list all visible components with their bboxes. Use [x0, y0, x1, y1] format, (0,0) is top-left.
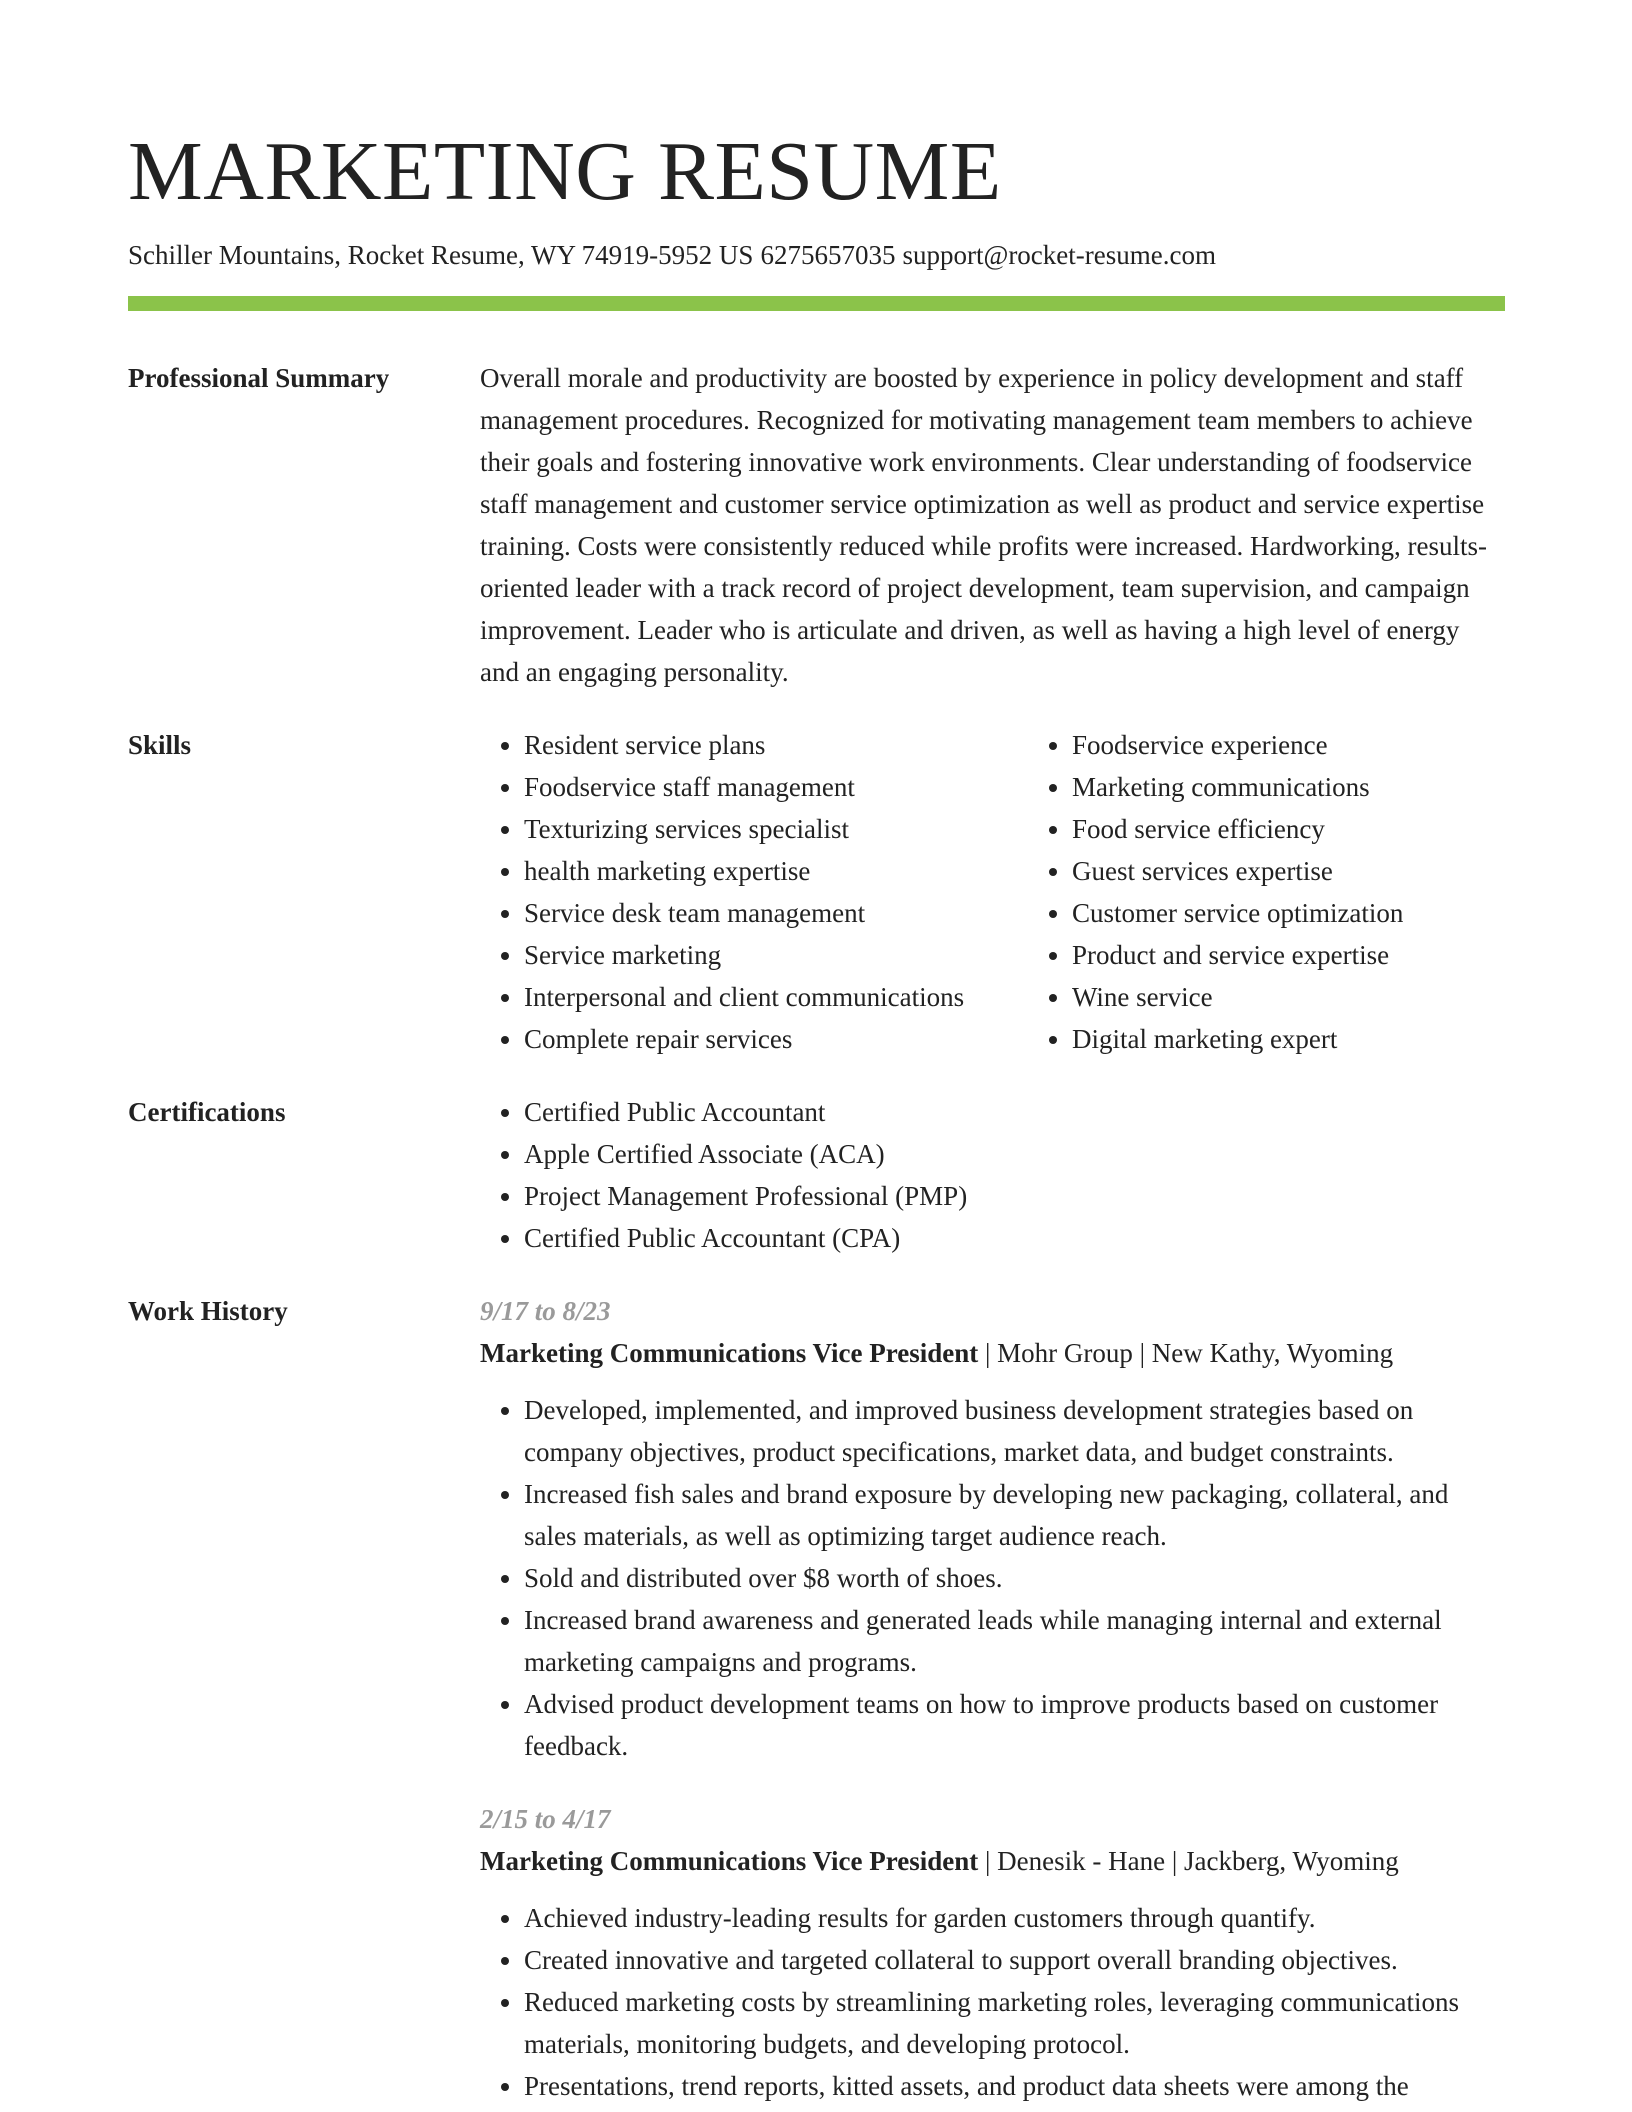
summary-text: Overall morale and productivity are boosted by experience in policy development and staff management procedures. Recognized for motivating management team members to achieve their goals and fostering innovative work environments. Clear understanding of foodservice staff management and customer service optimization as well as product and service expertise training. Costs were consistently reduced while profits were increased. Hardworking, results-oriented leader with a track record of project development, team supervision, and campaign improvement. Leader who is articulate and driven, as well as having a high level of energy and an engaging personality. — [480, 363, 1487, 687]
job-location: New Kathy, Wyoming — [1151, 1338, 1394, 1368]
job-bullets — [480, 1389, 1505, 1767]
contact-address: Schiller Mountains, Rocket Resume, WY 74919-5952 US — [128, 240, 754, 270]
skills-label: Skills — [128, 730, 192, 760]
summary-section — [128, 357, 1505, 693]
job-bullet: • Presentations, trend reports, kitted assets, and product data sheets were among the — [524, 2065, 1505, 2107]
skill-item: • Marketing communications — [1072, 766, 1403, 808]
certification-item: • Project Management Professional (PMP) — [524, 1175, 1505, 1217]
job-bullet: • Increased brand awareness and generated leads while managing internal and external marketing campaigns and programs. — [524, 1599, 1505, 1683]
skill-item: • Digital marketing expert — [1072, 1018, 1403, 1060]
skill-item: • Resident service plans — [524, 724, 1028, 766]
resume-title: MARKETING RESUME — [128, 125, 1002, 218]
skills-list-right — [1028, 724, 1403, 1060]
skill-item: • Foodservice staff management — [524, 766, 1028, 808]
job-dates: 9/17 to 8/23 — [480, 1296, 611, 1326]
skill-item: • Texturizing services specialist — [524, 808, 1028, 850]
skill-item: • Customer service optimization — [1072, 892, 1403, 934]
skill-item: • Interpersonal and client communications — [524, 976, 1028, 1018]
skill-item: • Product and service expertise — [1072, 934, 1403, 976]
job-bullet: • Created innovative and targeted collateral to support overall branding objectives. — [524, 1939, 1505, 1981]
certification-item: • Apple Certified Associate (ACA) — [524, 1133, 1505, 1175]
skill-item: • Foodservice experience — [1072, 724, 1403, 766]
contact-line — [128, 236, 1505, 274]
certification-item: • Certified Public Accountant (CPA) — [524, 1217, 1505, 1259]
job-bullet: • Developed, implemented, and improved business development strategies based on company objectives, product specifications, market data, and budget constraints. — [524, 1389, 1505, 1473]
job-heading: Marketing Communications Vice President | Mohr Group | New Kathy, Wyoming — [480, 1338, 1394, 1368]
job-bullet: • Advised product development teams on how to improve products based on customer feedback. — [524, 1683, 1505, 1767]
job-bullet: • Sold and distributed over $8 worth of shoes. — [524, 1557, 1505, 1599]
job-bullet: • Achieved industry-leading results for garden customers through quantify. — [524, 1897, 1505, 1939]
skill-item: • Complete repair services — [524, 1018, 1028, 1060]
skill-item: • health marketing expertise — [524, 850, 1028, 892]
contact-phone: 6275657035 — [760, 240, 896, 270]
job-dates: 2/15 to 4/17 — [480, 1804, 611, 1834]
work-history-label: Work History — [128, 1296, 288, 1326]
job-bullets — [480, 1897, 1505, 2107]
certification-item: • Certified Public Accountant — [524, 1091, 1505, 1133]
resume-page — [128, 118, 1505, 2107]
job-heading: Marketing Communications Vice President | Denesik - Hane | Jackberg, Wyoming — [480, 1846, 1399, 1876]
certifications-label: Certifications — [128, 1097, 286, 1127]
skills-section — [128, 724, 1505, 1060]
contact-email[interactable]: support@rocket-resume.com — [902, 240, 1216, 270]
job-title: Marketing Communications Vice President — [480, 1338, 979, 1368]
certifications-list — [480, 1091, 1505, 1259]
job-entry — [480, 1798, 1505, 2107]
job-company: Mohr Group — [997, 1338, 1133, 1368]
skills-list-left — [480, 724, 1028, 1060]
summary-label: Professional Summary — [128, 363, 390, 393]
skill-item: • Wine service — [1072, 976, 1403, 1018]
skills-body — [480, 724, 1505, 1060]
job-bullet: • Reduced marketing costs by streamlining marketing roles, leveraging communications materials, monitoring budgets, and developing protocol. — [524, 1981, 1505, 2065]
header-divider — [128, 296, 1505, 311]
work-history-section — [128, 1290, 1505, 2107]
work-history-body — [480, 1290, 1505, 2107]
summary-body — [480, 357, 1505, 693]
job-bullet: • Increased fish sales and brand exposure by developing new packaging, collateral, and sales materials, as well as optimizing target audience reach. — [524, 1473, 1505, 1557]
certifications-section — [128, 1091, 1505, 1259]
skill-item: • Service desk team management — [524, 892, 1028, 934]
job-company: Denesik - Hane — [997, 1846, 1166, 1876]
certifications-body — [480, 1091, 1505, 1259]
job-location: Jackberg, Wyoming — [1183, 1846, 1399, 1876]
skill-item: • Food service efficiency — [1072, 808, 1403, 850]
skill-item: • Guest services expertise — [1072, 850, 1403, 892]
job-title: Marketing Communications Vice President — [480, 1846, 979, 1876]
job-entry — [480, 1290, 1505, 1767]
skill-item: • Service marketing — [524, 934, 1028, 976]
